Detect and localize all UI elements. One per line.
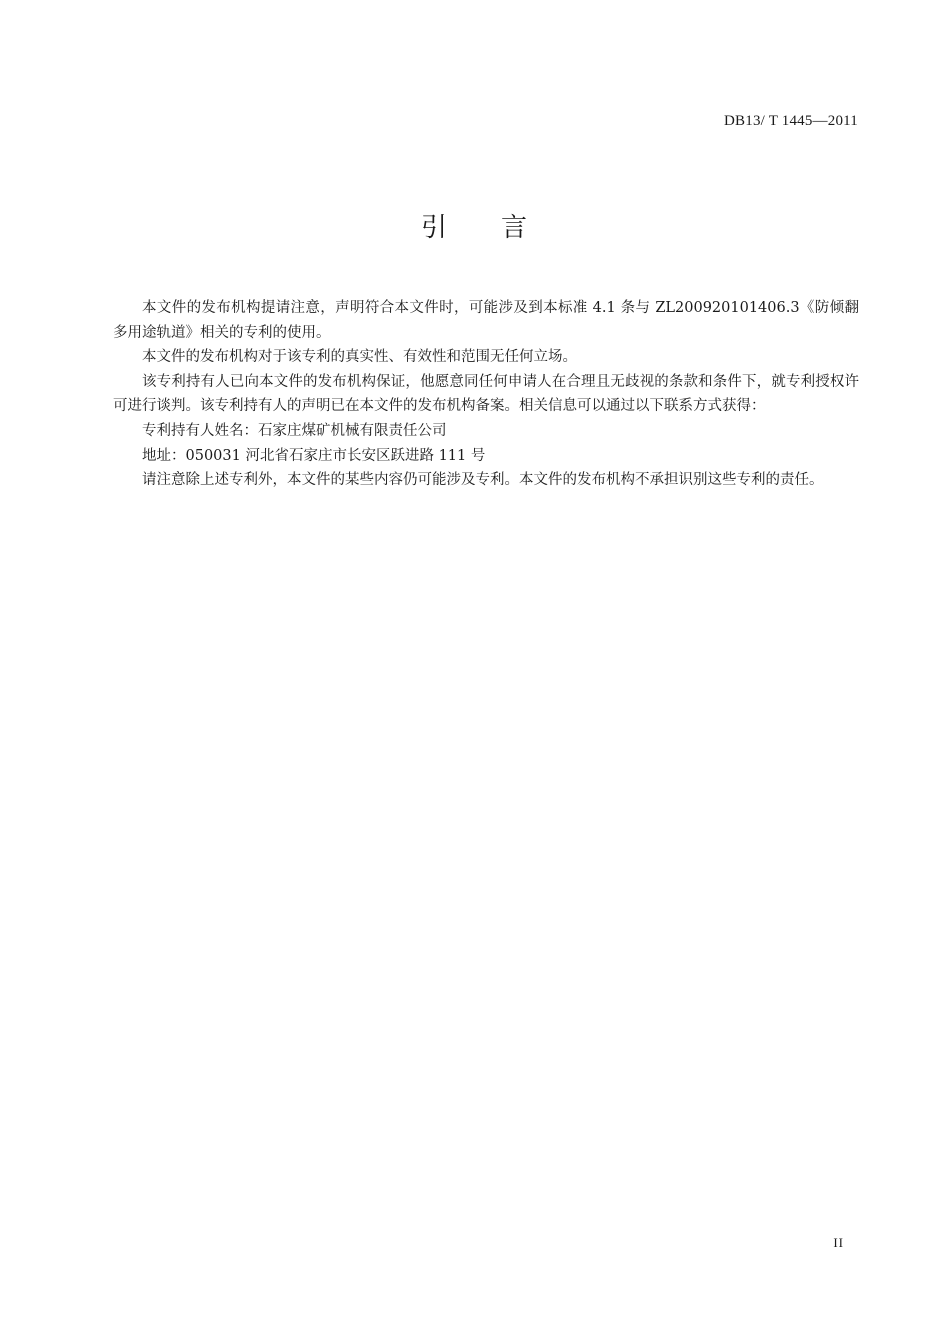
page-title (0, 207, 950, 244)
paragraph-holder-name: 专利持有人姓名：石家庄煤矿机械有限责任公司 (142, 422, 447, 439)
paragraph-license-assurance: 该专利持有人已向本文件的发布机构保证，他愿意同任何申请人在合理且无歧视的条款和条件下，就专利授权许可进行谈判。该专利持有人的声明已在本文件的发布机构备案。相关信息可以通过以下联系方式获得： (113, 373, 859, 415)
page-number: II (833, 1235, 844, 1250)
paragraph-disclaimer: 请注意除上述专利外，本文件的某些内容仍可能涉及专利。本文件的发布机构不承担识别这些专利的责任。 (142, 472, 824, 489)
title-char-2: 言 (501, 213, 530, 243)
introduction-body (113, 296, 859, 493)
paragraph-no-position: 本文件的发布机构对于该专利的真实性、有效性和范围无任何立场。 (142, 349, 577, 366)
paragraph-holder-address: 地址：050031 河北省石家庄市长安区跃进路 111 号 (142, 447, 486, 464)
standard-code: DB13/ T 1445—2011 (724, 113, 858, 129)
title-char-1: 引 (420, 213, 449, 243)
paragraph-patent-notice: 本文件的发布机构提请注意，声明符合本文件时，可能涉及到本标准 4.1 条与 ZL200920101406.3《防倾翻多用途轨道》相关的专利的使用。 (113, 300, 859, 341)
